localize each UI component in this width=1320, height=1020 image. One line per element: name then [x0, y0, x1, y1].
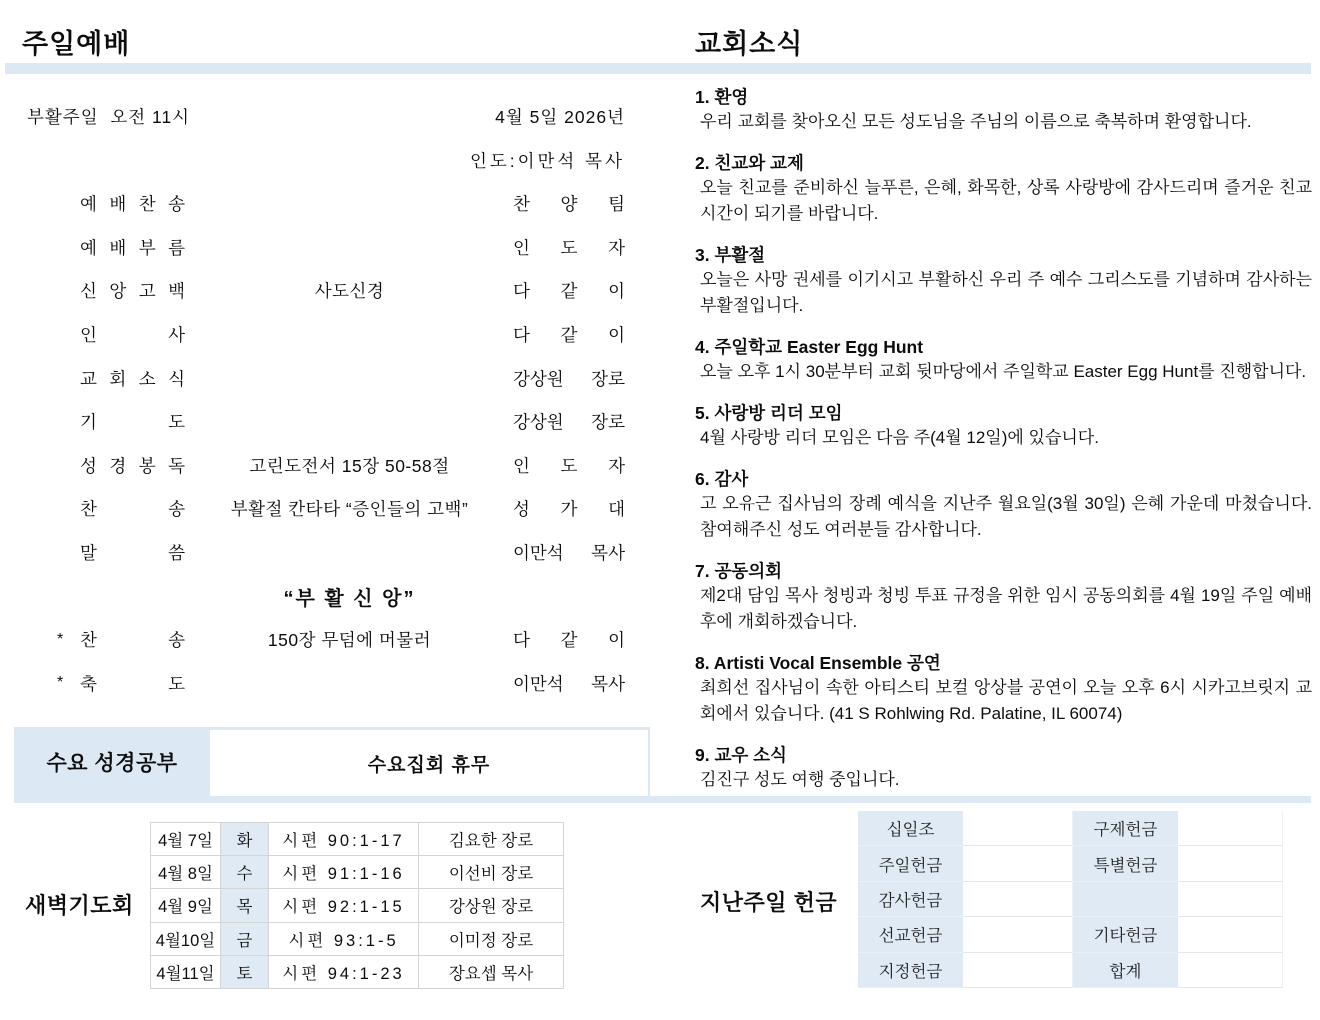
- news-list: [695, 85, 1312, 809]
- dawn-leader-cell: 김요한 장로: [419, 823, 564, 856]
- dawn-day-cell: 목: [221, 889, 269, 922]
- dawn-scripture-cell: 시편 92:1-15: [269, 889, 419, 922]
- news-heading: 2. 친교와 교제: [695, 153, 804, 173]
- news-item: [695, 243, 1312, 319]
- order-label: 예 배 찬 송: [80, 194, 186, 215]
- order-row: [57, 182, 625, 226]
- sermon-title-row: [57, 574, 625, 618]
- service-presider: 인도:이만석 목사: [469, 151, 625, 171]
- order-by: 이만석 목사: [513, 543, 625, 564]
- news-body: 4월 사랑방 리더 모임은 다음 주(4월 12일)에 있습니다.: [700, 428, 1099, 447]
- service-date: 4월 5일 2026년: [495, 107, 625, 127]
- news-item: [695, 151, 1312, 227]
- news-item: [695, 467, 1312, 543]
- offering-type-cell: 특별헌금: [1073, 846, 1178, 881]
- dawn-scripture-cell: 시편 93:1-5: [269, 923, 419, 956]
- news-item: [695, 743, 1312, 793]
- offering-table: [858, 811, 1283, 988]
- order-label: 예 배 부 름: [80, 237, 186, 258]
- offering-section-label: 지난주일 헌금: [700, 890, 838, 915]
- dawn-prayer-label: 새벽기도회: [25, 893, 134, 918]
- offering-type-cell: 합계: [1073, 953, 1178, 988]
- worship-order-list: [57, 182, 625, 705]
- order-by: 이만석 목사: [513, 673, 625, 694]
- order-row: [57, 400, 625, 444]
- order-label: 성 경 봉 독: [80, 455, 186, 476]
- dawn-date-cell: 4월 8일: [151, 856, 221, 889]
- offering-amount-cell: [1178, 846, 1283, 881]
- order-row: [57, 531, 625, 575]
- order-by: 인 도 자: [513, 455, 625, 476]
- offering-type-cell: 주일헌금: [858, 846, 963, 881]
- dawn-date-cell: 4월 9일: [151, 889, 221, 922]
- order-label: 찬 송: [80, 630, 186, 651]
- order-row: [57, 618, 625, 662]
- order-by: 다 같 이: [513, 325, 625, 346]
- order-by: 강상원 장로: [513, 368, 625, 389]
- dawn-date-cell: 4월 7일: [151, 823, 221, 856]
- news-body: 제2대 담임 목사 청빙과 청빙 투표 규정을 위한 임시 공동의회를 4월 19일 주일 예배 후에 개회하겠습니다.: [700, 586, 1312, 631]
- news-heading: 6. 감사: [695, 469, 749, 489]
- dawn-date-cell: 4월10일: [151, 923, 221, 956]
- dawn-day-cell: 토: [221, 956, 269, 989]
- news-item: [695, 651, 1312, 727]
- order-row: [57, 313, 625, 357]
- news-body: 우리 교회를 찾아오신 모든 성도님을 주님의 이름으로 축복하며 환영합니다.: [700, 112, 1252, 131]
- order-label: 교 회 소 식: [80, 368, 186, 389]
- order-star: *: [57, 674, 64, 692]
- order-by: 다 같 이: [513, 281, 625, 302]
- offering-amount-cell: [963, 882, 1073, 917]
- order-label: 축 도: [80, 673, 186, 694]
- news-heading: 5. 사랑방 리더 모임: [695, 403, 843, 423]
- order-detail: 사도신경: [314, 281, 385, 302]
- dawn-leader-cell: 이미정 장로: [419, 923, 564, 956]
- offering-amount-cell: [1178, 917, 1283, 952]
- order-label: 신 앙 고 백: [80, 281, 186, 302]
- news-item: [695, 85, 1312, 135]
- order-label: 말 씀: [80, 543, 186, 564]
- order-label: 인 사: [80, 325, 186, 346]
- dawn-leader-cell: 이선비 장로: [419, 856, 564, 889]
- news-heading: 8. Artisti Vocal Ensemble 공연: [695, 653, 941, 673]
- wednesday-study-note: 수요집회 휴무: [210, 730, 648, 796]
- news-body: 오늘은 사망 권세를 이기시고 부활하신 우리 주 예수 그리스도를 기념하며 감사하는 부활절입니다.: [700, 270, 1312, 315]
- order-row: [57, 662, 625, 706]
- dawn-day-cell: 금: [221, 923, 269, 956]
- offering-amount-cell: [963, 953, 1073, 988]
- offering-amount-cell: [963, 811, 1073, 846]
- sermon-title: “부 활 신 앙”: [283, 587, 416, 610]
- order-by: 인 도 자: [513, 237, 625, 258]
- order-row: [57, 269, 625, 313]
- offering-amount-cell: [1178, 953, 1283, 988]
- order-row: [57, 226, 625, 270]
- offering-type-cell: 선교헌금: [858, 917, 963, 952]
- offering-type-cell: 감사헌금: [858, 882, 963, 917]
- dawn-day-cell: 수: [221, 856, 269, 889]
- news-section-title: 교회소식: [695, 29, 804, 59]
- order-row: [57, 356, 625, 400]
- offering-amount-cell: [1178, 811, 1283, 846]
- order-row: [57, 487, 625, 531]
- service-info-row: [27, 104, 625, 129]
- news-heading: 9. 교우 소식: [695, 745, 787, 765]
- dawn-scripture-cell: 시편 91:1-16: [269, 856, 419, 889]
- offering-type-cell: [1073, 882, 1178, 917]
- order-row: [57, 444, 625, 488]
- dawn-leader-cell: 장요셉 목사: [419, 956, 564, 989]
- news-heading: 4. 주일학교 Easter Egg Hunt: [695, 337, 924, 357]
- offering-amount-cell: [963, 846, 1073, 881]
- news-item: [695, 335, 1312, 385]
- offering-amount-cell: [1178, 882, 1283, 917]
- news-body: 오늘 오후 1시 30분부터 교회 뒷마당에서 주일학교 Easter Egg Hunt를 진행합니다.: [700, 362, 1307, 381]
- order-label: 찬 송: [80, 499, 186, 520]
- news-body: 오늘 친교를 준비하신 늘푸른, 은혜, 화목한, 상록 사랑방에 감사드리며 즐거운 친교 시간이 되기를 바랍니다.: [700, 178, 1312, 223]
- order-star: *: [57, 630, 64, 648]
- news-item: [695, 401, 1312, 451]
- dawn-scripture-cell: 시편 94:1-23: [269, 956, 419, 989]
- order-by: 다 같 이: [513, 630, 625, 651]
- order-label: 기 도: [80, 412, 186, 433]
- news-body: 고 오유근 집사님의 장례 예식을 지난주 월요일(3월 30일) 은혜 가운데 마쳤습니다. 참여해주신 성도 여러분들 감사합니다.: [700, 494, 1312, 539]
- news-heading: 1. 환영: [695, 87, 749, 107]
- service-name: 부활주일 오전 11시: [27, 107, 191, 127]
- dawn-leader-cell: 강상원 장로: [419, 889, 564, 922]
- offering-type-cell: 구제헌금: [1073, 811, 1178, 846]
- dawn-day-cell: 화: [221, 823, 269, 856]
- header-divider-bar: [5, 63, 1311, 74]
- dawn-date-cell: 4월11일: [151, 956, 221, 989]
- order-detail: 150장 무덤에 머물러: [267, 630, 432, 651]
- dawn-prayer-table: [150, 822, 564, 989]
- news-heading: 7. 공동의회: [695, 561, 783, 581]
- order-by: 성 가 대: [513, 499, 625, 520]
- news-item: [695, 559, 1312, 635]
- news-body: 최희선 집사님이 속한 아티스티 보컬 앙상블 공연이 오늘 오후 6시 시카고브릿지 교회에서 있습니다. (41 S Rohlwing Rd. Palatine, IL 60074): [700, 678, 1312, 723]
- worship-section-title: 주일예배: [22, 29, 131, 59]
- order-by: 찬 양 팀: [513, 194, 625, 215]
- news-body: 김진구 성도 여행 중입니다.: [700, 770, 900, 789]
- order-by: 강상원 장로: [513, 412, 625, 433]
- dawn-scripture-cell: 시편 90:1-17: [269, 823, 419, 856]
- wednesday-study-banner: [14, 727, 650, 796]
- news-heading: 3. 부활절: [695, 245, 766, 265]
- wednesday-study-label: 수요 성경공부: [46, 751, 178, 775]
- offering-type-cell: 지정헌금: [858, 953, 963, 988]
- order-detail: 고린도전서 15장 50-58절: [249, 455, 450, 476]
- offering-type-cell: 십일조: [858, 811, 963, 846]
- offering-type-cell: 기타헌금: [1073, 917, 1178, 952]
- offering-amount-cell: [963, 917, 1073, 952]
- order-detail: 부활절 칸타타 “증인들의 고백”: [230, 499, 469, 520]
